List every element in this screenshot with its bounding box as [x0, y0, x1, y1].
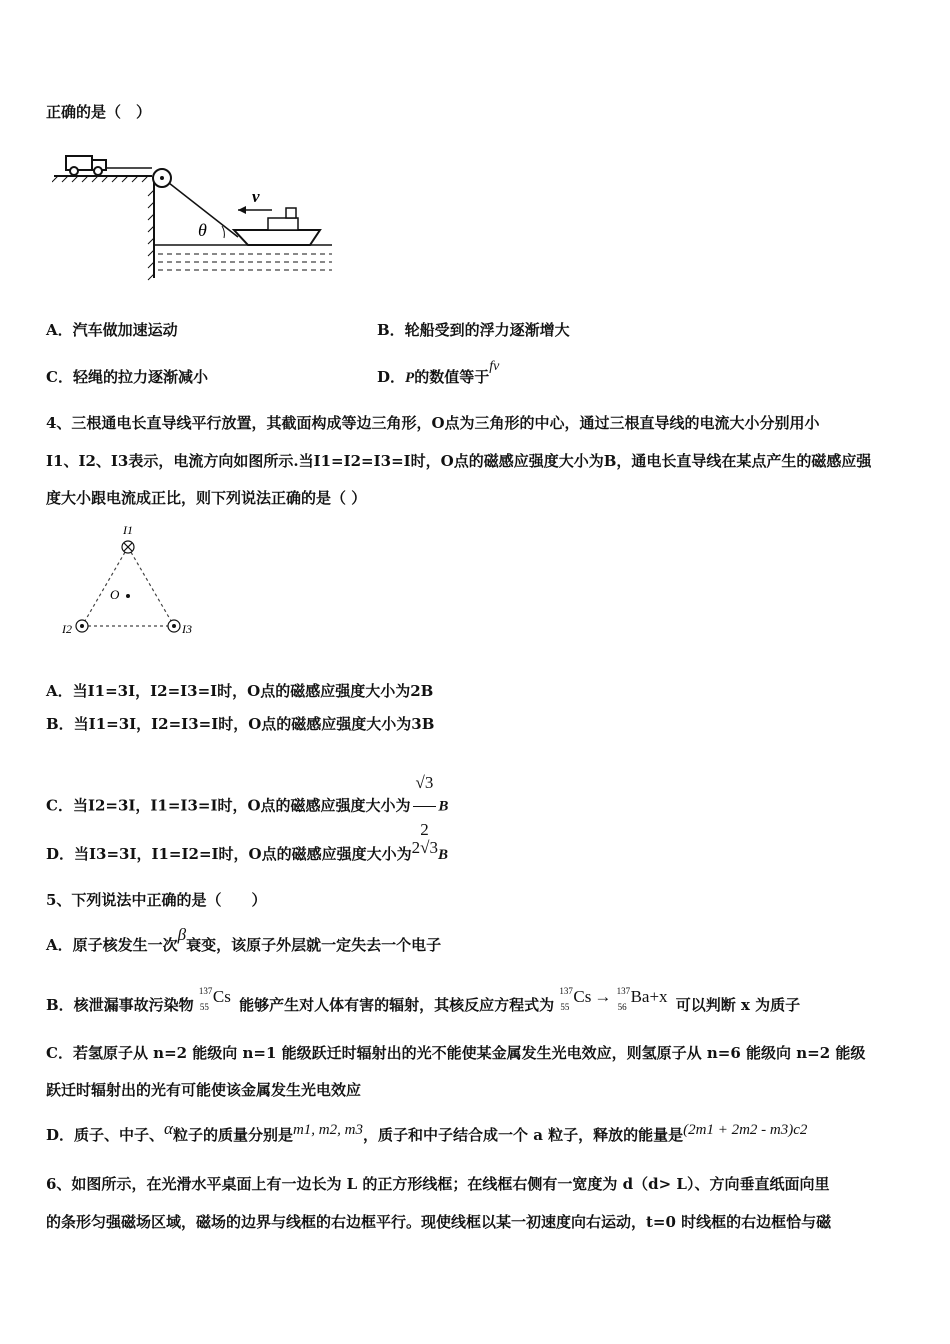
car-boat-figure: [52, 150, 337, 282]
car-icon: [66, 156, 106, 175]
q3-option-a: A．汽车做加速运动: [46, 321, 178, 339]
q4-option-b: B．当I1=3I，I2=I3=I时，O点的磁感应强度大小为3B: [46, 715, 435, 733]
label-i1: I1: [123, 523, 133, 537]
q4-option-c: C．当I2=3I，I1=I3=I时，O点的磁感应强度大小为 $\frac{√3}{2}$ B: [46, 760, 448, 806]
q4-option-d: D．当I3=3I，I1=I2=I时，O点的磁感应强度大小为2√3B: [46, 838, 448, 863]
q3-option-c: C．轻绳的拉力逐渐减小: [46, 368, 208, 386]
center-o-point: [126, 594, 130, 598]
q6-stem-line-2: 的条形匀强磁场区域，磁场的边界与线框的右边框平行。现使线框以某一初速度向右运动，t=0 时线框的右边框恰与磁: [46, 1213, 832, 1231]
label-o: O: [110, 587, 120, 602]
label-i2: I2: [62, 622, 72, 636]
q5-option-b: B．核泄漏事故污染物 137 55 Cs 能够产生对人体有害的辐射，其核反应方程式为 137 55 Cs → 137 56 Ba+x 可以判断 x 为质子: [46, 986, 801, 1014]
wire-i1-into-page-icon: [122, 541, 134, 553]
q4-stem-line-3: 度大小跟电流成正比，则下列说法正确的是（ ）: [46, 489, 367, 507]
q4-option-a: A．当I1=3I，I2=I3=I时，O点的磁感应强度大小为2B: [46, 682, 434, 700]
theta-label: θ: [198, 220, 207, 240]
label-i3: I3: [182, 622, 192, 636]
velocity-label: v: [252, 187, 260, 206]
q3-option-d: D．P的数值等于fv: [377, 359, 500, 386]
q4-stem-line-1: 4、三根通电长直导线平行放置，其截面构成等边三角形，O点为三角形的中心，通过三根直导线的电流大小分别用小: [46, 414, 820, 432]
q5-option-a: A．原子核发生一次β衰变，该原子外层就一定失去一个电子: [46, 925, 442, 954]
q4-stem-line-2: I1、I2、I3表示，电流方向如图所示.当I1=I2=I3=I时，O点的磁感应强度大小为B，通电长直导线在某点产生的磁感应强: [46, 452, 872, 470]
q3-option-b: B．轮船受到的浮力逐渐增大: [377, 321, 570, 339]
boat-icon: [234, 208, 320, 245]
wire-i2-out-of-page-icon: [76, 620, 88, 632]
q5-option-c-line-2: 跃迁时辐射出的光有可能使该金属发生光电效应: [46, 1081, 362, 1099]
wire-i3-out-of-page-icon: [168, 620, 180, 632]
q5-option-d: D．质子、中子、α粒子的质量分别是m1, m2, m3，质子和中子结合成一个 a 粒子，释放的能量是(2m1 + 2m2 - m3)c2: [46, 1119, 808, 1144]
triangle-wires-figure: [60, 520, 200, 644]
q6-stem-line-1: 6、如图所示，在光滑水平桌面上有一边长为 L 的正方形线框；在线框右侧有一宽度为 d（d> L）、方向垂直纸面向里: [46, 1175, 830, 1193]
q5-stem: 5、下列说法中正确的是（ ）: [46, 891, 267, 909]
question-3-tail: 正确的是（ ）: [46, 103, 152, 121]
q5-option-c-line-1: C．若氢原子从 n=2 能级向 n=1 能级跃迁时辐射出的光不能使某金属发生光电效应，则氢原子从 n=6 能级向 n=2 能级: [46, 1044, 866, 1062]
